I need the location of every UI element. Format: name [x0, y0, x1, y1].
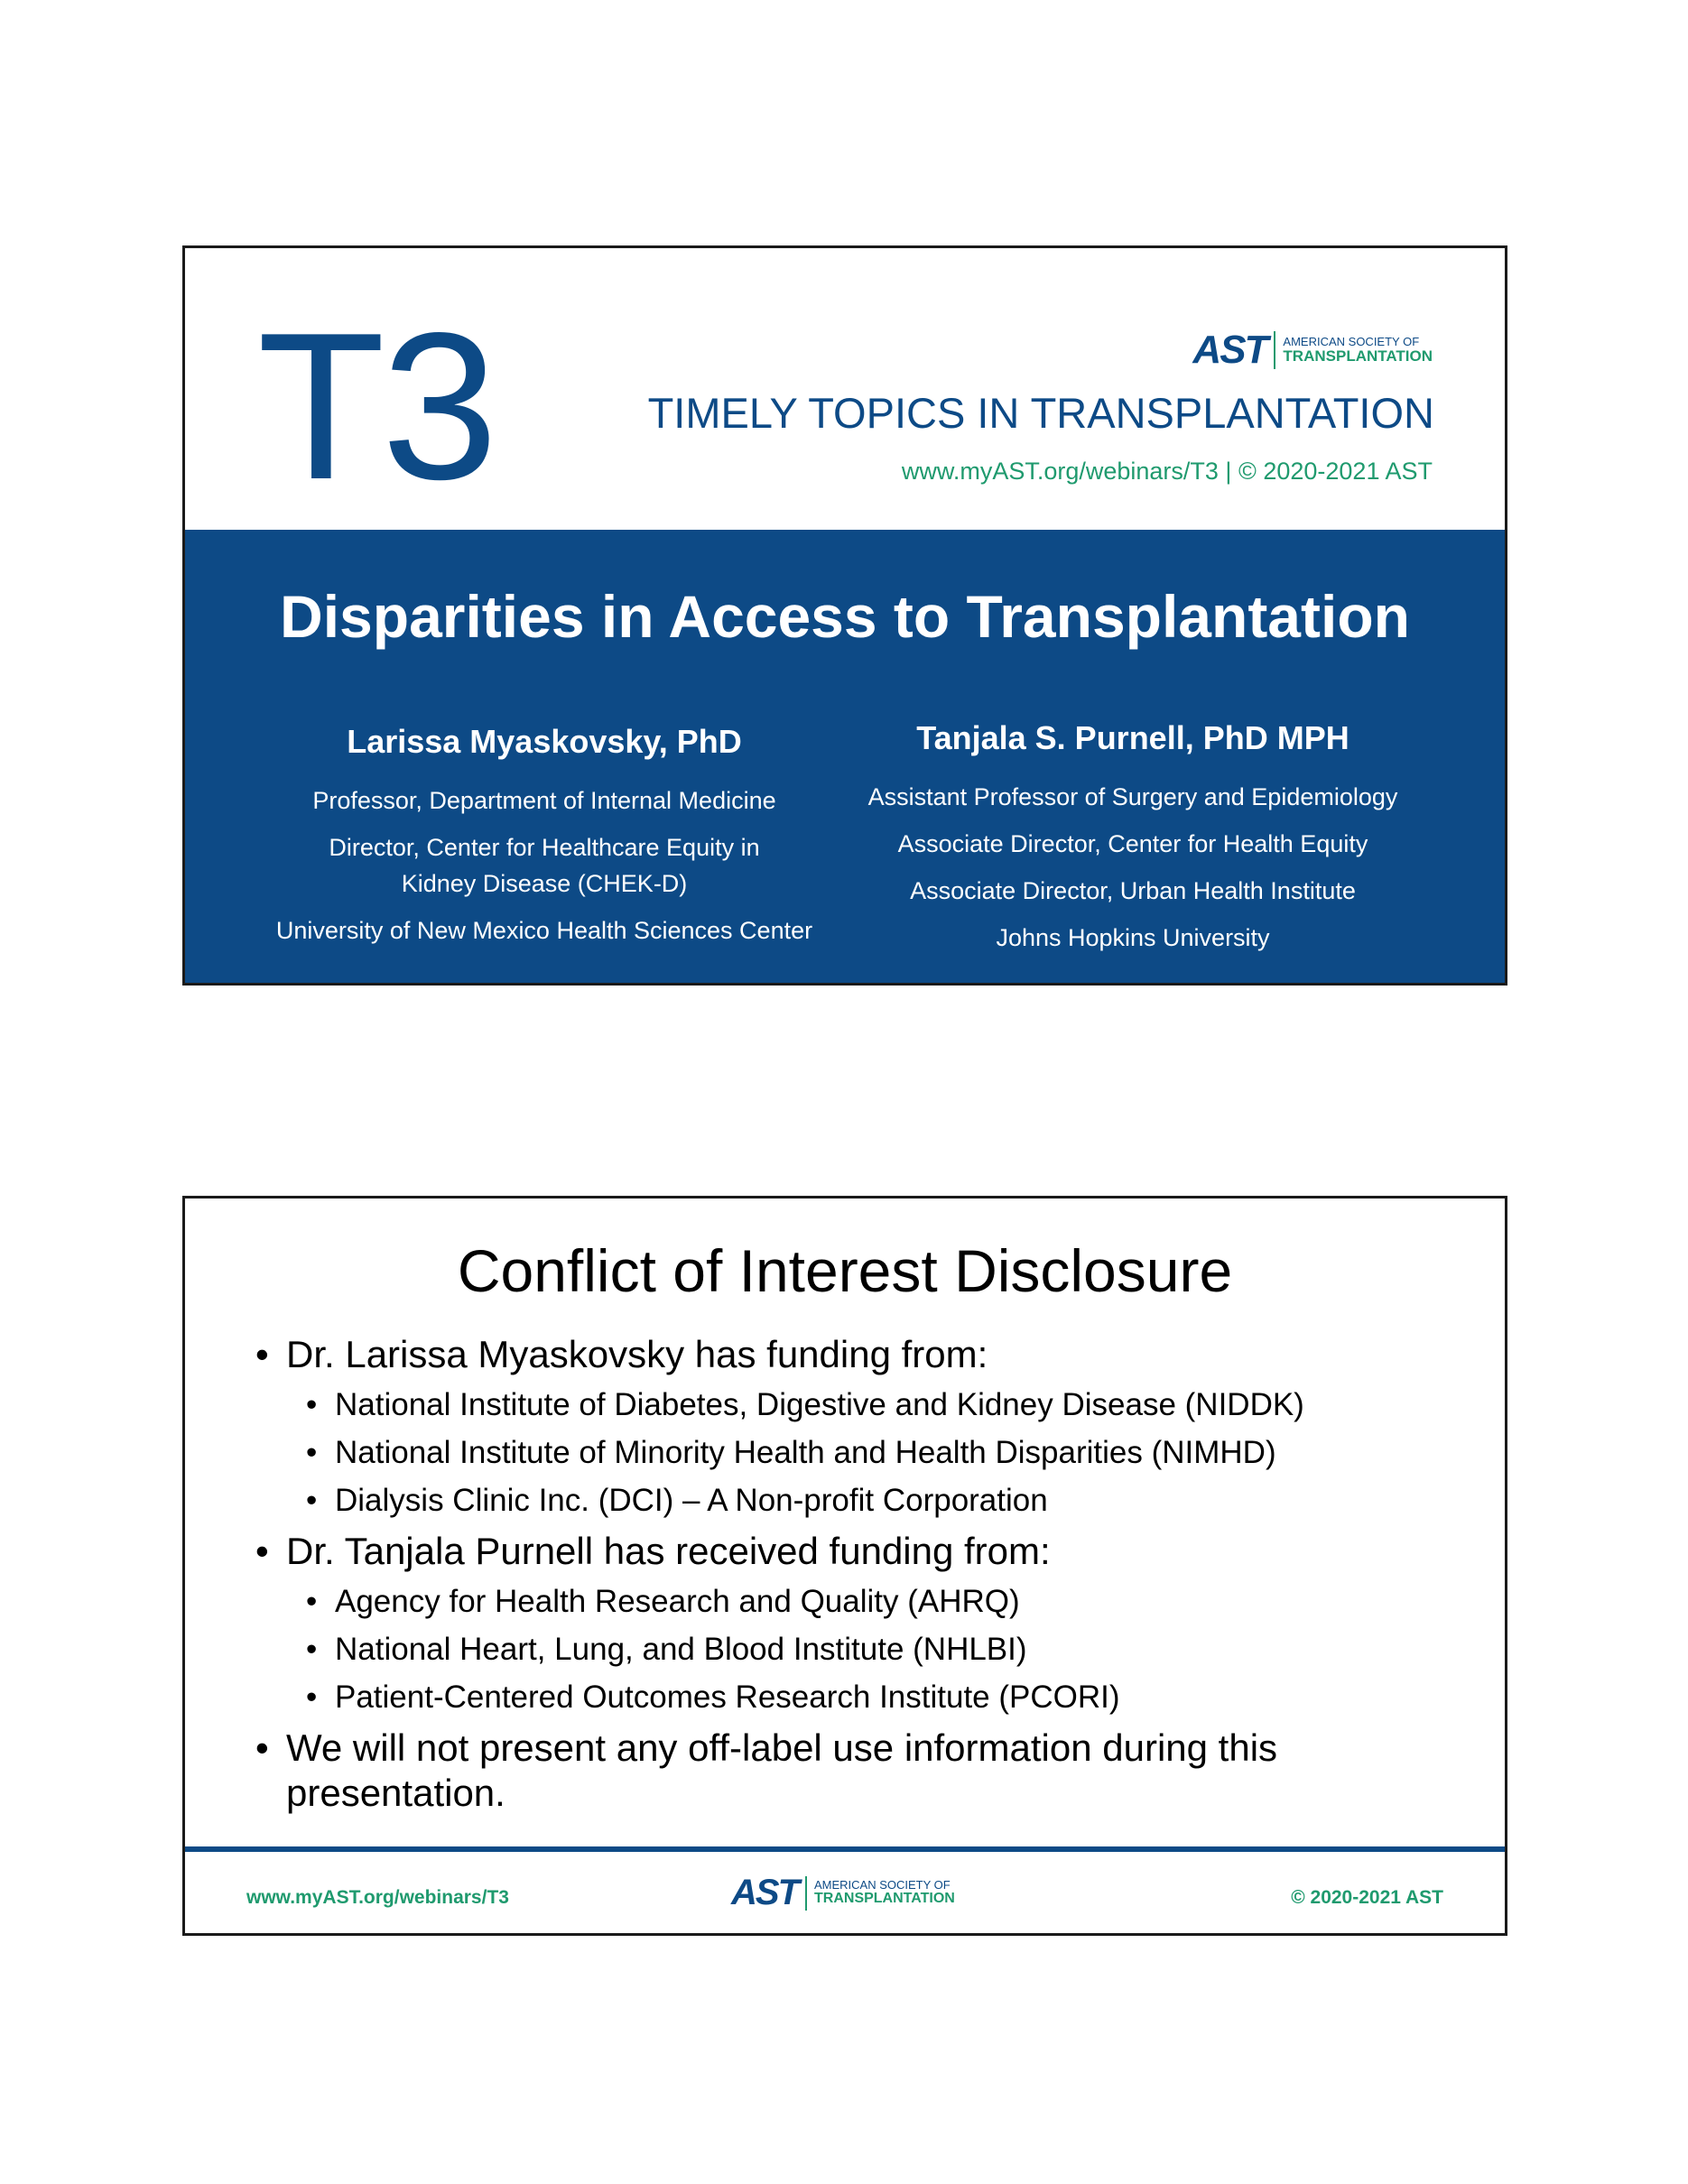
bullet-list [255, 1332, 1465, 1823]
ast-logo [731, 1873, 955, 1913]
footer-divider [185, 1846, 1505, 1852]
logo-line1: AMERICAN SOCIETY OF [1283, 335, 1420, 349]
sub-bullet-item: • Patient-Centered Outcomes Research Institute (PCORI) [255, 1677, 1465, 1718]
slide-header [185, 248, 1505, 530]
bullet-item: • Dr. Larissa Myaskovsky has funding from: [255, 1332, 1465, 1377]
ast-logo-mark: AST [1192, 328, 1267, 372]
t3-mark: T3 [257, 290, 495, 523]
series-url: www.myAST.org/webinars/T3 | © 2020-2021 AST [901, 458, 1433, 485]
speaker-2 [835, 719, 1431, 967]
title-band [185, 530, 1505, 986]
logo-divider [805, 1876, 807, 1911]
speaker-1 [246, 723, 842, 959]
logo-line1: AMERICAN SOCIETY OF [814, 1878, 951, 1892]
ast-logo [1192, 328, 1433, 373]
ast-logo-text [814, 1879, 955, 1906]
logo-line2: TRANSPLANTATION [1283, 347, 1433, 365]
title-slide [182, 245, 1507, 986]
sub-bullet-item: • National Heart, Lung, and Blood Institute (NHLBI) [255, 1629, 1465, 1670]
disclosure-slide [182, 1196, 1507, 1936]
footer-copyright: © 2020-2021 AST [1291, 1887, 1443, 1908]
logo-line2: TRANSPLANTATION [814, 1890, 955, 1906]
bullet-item: • We will not present any off-label use information during this presentation. [255, 1726, 1351, 1816]
speaker-role: Associate Director, Center for Health Equity [897, 830, 1368, 857]
speaker-role: Johns Hopkins University [996, 924, 1270, 951]
slide-title: Conflict of Interest Disclosure [457, 1237, 1233, 1304]
logo-divider [1274, 331, 1275, 369]
ast-logo-mark: AST [731, 1873, 798, 1912]
sub-bullet-item: • Dialysis Clinic Inc. (DCI) – A Non-profit Corporation [255, 1480, 1465, 1522]
sub-bullet-list [255, 1581, 1465, 1718]
slide-title: Disparities in Access to Transplantation [280, 583, 1410, 650]
speaker-role: Director, Center for Healthcare Equity in Kidney Disease (CHEK-D) [329, 834, 760, 897]
ast-logo-text [1283, 336, 1433, 364]
sub-bullet-item: • Agency for Health Research and Quality (AHRQ) [255, 1581, 1465, 1623]
series-name: TIMELY TOPICS IN TRANSPLANTATION [647, 389, 1434, 437]
sub-bullet-item: • National Institute of Minority Health and Health Disparities (NIMHD) [255, 1432, 1465, 1474]
speaker-name: Tanjala S. Purnell, PhD MPH [916, 719, 1349, 756]
speaker-role: Associate Director, Urban Health Institute [910, 877, 1356, 904]
speaker-role: Assistant Professor of Surgery and Epidemiology [867, 783, 1398, 810]
sub-bullet-list [255, 1384, 1465, 1522]
bullet-item: • Dr. Tanjala Purnell has received funding from: [255, 1529, 1465, 1574]
speaker-role: Professor, Department of Internal Medicine [312, 787, 776, 814]
footer-url: www.myAST.org/webinars/T3 [246, 1887, 509, 1908]
speaker-name: Larissa Myaskovsky, PhD [347, 723, 742, 760]
sub-bullet-item: • National Institute of Diabetes, Digestive and Kidney Disease (NIDDK) [255, 1384, 1465, 1426]
speaker-role: University of New Mexico Health Sciences Center [275, 917, 813, 944]
